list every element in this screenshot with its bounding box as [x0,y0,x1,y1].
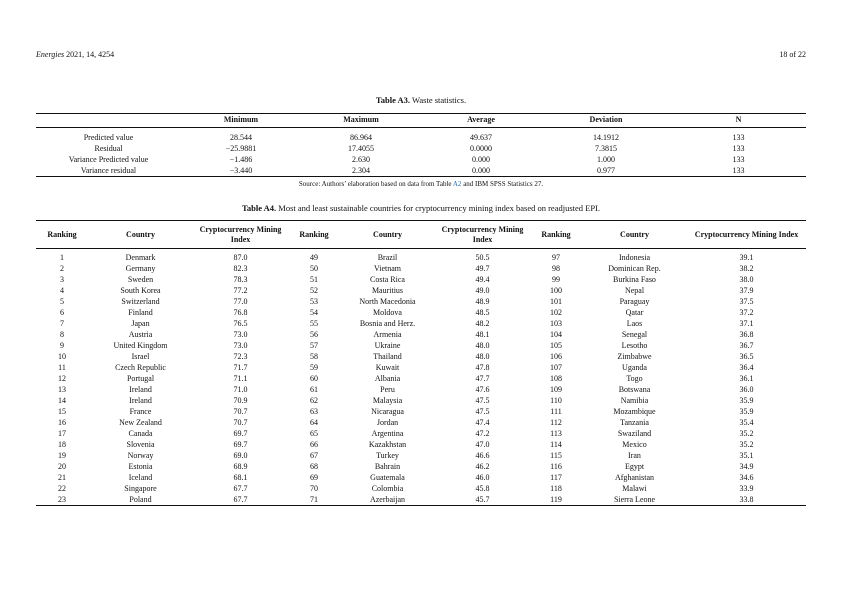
table-cell: 47.7 [475,374,490,383]
table-cell: 53 [310,297,318,306]
table-cell: 5 [60,297,64,306]
table-cell: Singapore [124,484,157,493]
table-cell: Laos [626,319,643,328]
table-row [36,428,806,439]
table-cell: 34.9 [739,462,754,471]
table-cell: 9 [60,341,64,350]
table-row [36,329,806,340]
table-cell: 37.5 [739,297,754,306]
table-cell: 51 [310,275,318,284]
table-cell: Poland [129,495,152,504]
table-row [36,318,806,329]
table-cell: 1 [60,253,64,262]
table-cell: 34.6 [739,473,754,482]
table-cell: 18 [58,440,66,449]
table-row [36,143,806,154]
table-cell: Ireland [129,385,152,394]
table-cell: Uganda [622,363,647,372]
page-number: 18 of 22 [779,50,806,59]
table-cell: Residual [94,144,123,153]
table-cell: 38.2 [739,264,754,273]
table-a3-label: Table A3. [375,95,411,105]
table-cell: 50 [310,264,318,273]
table-cell: 70.7 [233,418,248,427]
table-row [36,296,806,307]
table-cell: 35.2 [739,429,754,438]
table-cell: 104 [550,330,562,339]
table-cell: 70.9 [233,396,248,405]
table-cell: Vietnam [373,264,402,273]
table-cell: 111 [550,407,562,416]
table-cell: Peru [380,385,395,394]
table-cell: 7.3815 [595,144,617,153]
table-cell: 69.0 [233,451,248,460]
table-cell: Sweden [127,275,154,284]
table-row [36,154,806,165]
table-cell: 63 [310,407,318,416]
table-cell: Azerbaijan [369,495,406,504]
table-cell: 17.4055 [348,144,374,153]
column-header: Cryptocurrency Mining Index [694,229,799,239]
table-cell: 7 [60,319,64,328]
table-cell: New Zealand [119,418,162,427]
table-row [36,263,806,274]
table-cell: Variance Predicted value [68,155,149,164]
table-cell: Indonesia [618,253,651,262]
table-cell: Austria [128,330,153,339]
table-cell: 37.1 [739,319,754,328]
table-cell: Bosnia and Herz. [359,319,416,328]
table-cell: 116 [550,462,562,471]
table-cell: Togo [626,374,643,383]
table-row [36,274,806,285]
table-cell: 35.4 [739,418,754,427]
table-row [36,406,806,417]
table-cell: 133 [732,133,745,142]
table-cell: 73.0 [233,330,248,339]
table-cell: 97 [552,253,560,262]
table-cell: 33.9 [739,484,754,493]
table-cell: 38.0 [739,275,754,284]
column-header: Cryptocurrency Mining Index [199,224,282,244]
table-cell: Iceland [128,473,153,482]
table-cell: 117 [550,473,562,482]
table-cell: 55 [310,319,318,328]
table-cell: Armenia [373,330,402,339]
source-text: Source: Authors’ elaboration based on data from Table [298,180,453,188]
table-cell: 2.304 [352,166,370,175]
table-cell: 36.8 [739,330,754,339]
column-header: Minimum [223,115,259,125]
table-cell: 68.9 [233,462,248,471]
table-cell: Kazakhstan [368,440,407,449]
column-header: Ranking [541,229,571,239]
table-cell: 107 [550,363,562,372]
table-cell: Norway [127,451,154,460]
table-cell: 72.3 [233,352,248,361]
table-row [36,395,806,406]
table-a3-caption [36,95,806,105]
table-cell: 65 [310,429,318,438]
table-cell: 66 [310,440,318,449]
table-cell: 49.7 [475,264,490,273]
table-cell: 101 [550,297,562,306]
table-a4-body [36,249,806,506]
table-cell: 39.1 [739,253,754,262]
table-row [36,472,806,483]
table-cell: 102 [550,308,562,317]
column-header [36,114,181,128]
table-cell: Tanzania [620,418,649,427]
table-cell: 114 [550,440,562,449]
table-cell: 112 [550,418,562,427]
column-header: N [735,115,742,125]
table-cell: 23 [58,495,66,504]
table-cell: 47.8 [475,363,490,372]
table-row [36,417,806,428]
table-a3-body [36,128,806,177]
table-cell: Variance residual [80,166,137,175]
column-header: Country [620,229,649,239]
table-cell: Bahrain [374,462,401,471]
table-cell: 48.5 [475,308,490,317]
table-cell: Dominican Rep. [608,264,661,273]
table-cell: Portugal [126,374,155,383]
table-cell: 70 [310,484,318,493]
table-cell: 115 [550,451,562,460]
column-header: Ranking [47,229,77,239]
source-table-link[interactable]: A2 [452,180,462,188]
table-cell: 45.7 [475,495,490,504]
table-cell: 6 [60,308,64,317]
table-cell: 78.3 [233,275,248,284]
table-cell: Malawi [622,484,647,493]
table-cell: 2.630 [352,155,370,164]
table-cell: 16 [58,418,66,427]
table-cell: 67 [310,451,318,460]
table-cell: 11 [58,363,66,372]
journal-citation [36,50,114,59]
table-cell: 87.0 [233,253,248,262]
table-cell: Ukraine [374,341,401,350]
table-cell: 10 [58,352,66,361]
table-cell: 46.6 [475,451,490,460]
table-cell: 133 [732,155,745,164]
table-cell: −3.440 [229,166,253,175]
table-cell: 71.0 [233,385,248,394]
table-a4-title: Most and least sustainable countries for cryptocurrency mining index based on readjusted EPI. [278,203,601,213]
table-cell: 119 [550,495,562,504]
column-header: Country [373,229,402,239]
table-cell: 48.0 [475,352,490,361]
table-cell: 73.0 [233,341,248,350]
table-cell: 37.9 [739,286,754,295]
table-cell: Brazil [377,253,398,262]
table-cell: 118 [550,484,562,493]
table-cell: Switzerland [121,297,160,306]
table-cell: Colombia [371,484,404,493]
table-cell: 36.1 [739,374,754,383]
table-cell: 4 [60,286,64,295]
table-cell: 47.0 [475,440,490,449]
table-cell: 36.5 [739,352,754,361]
table-cell: 50.5 [475,253,490,262]
table-cell: Argentina [371,429,404,438]
table-a4-label: Table A4. [241,203,277,213]
table-cell: 0.977 [597,166,615,175]
table-cell: 59 [310,363,318,372]
table-cell: 0.000 [472,155,490,164]
table-a4-header-row [36,221,806,249]
table-cell: 57 [310,341,318,350]
table-cell: 47.5 [475,396,490,405]
column-header: Maximum [343,115,379,125]
table-cell: Thailand [373,352,402,361]
table-cell: 36.4 [739,363,754,372]
table-cell: 52 [310,286,318,295]
table-cell: 28.544 [230,133,252,142]
table-cell: 0.000 [472,166,490,175]
column-header: Country [126,229,155,239]
table-cell: Lesotho [621,341,648,350]
table-cell: 76.5 [233,319,248,328]
table-cell: Nicaragua [371,407,404,416]
table-cell: 105 [550,341,562,350]
table-cell: Malaysia [372,396,403,405]
table-cell: 70.7 [233,407,248,416]
table-cell: 49.4 [475,275,490,284]
table-cell: Japan [131,319,150,328]
table-cell: Jordan [376,418,399,427]
table-a4 [36,220,806,506]
table-row [36,450,806,461]
table-cell: Sierra Leone [613,495,656,504]
table-cell: 133 [732,144,745,153]
table-cell: 47.6 [475,385,490,394]
table-cell: 60 [310,374,318,383]
table-cell: 69.7 [233,429,248,438]
table-cell: 77.0 [233,297,248,306]
table-cell: 86.964 [350,133,372,142]
table-cell: 47.5 [475,407,490,416]
table-cell: 71.1 [233,374,248,383]
column-header: Cryptocurrency Mining Index [441,224,524,244]
table-row [36,494,806,506]
table-cell: 13 [58,385,66,394]
table-cell: 69.7 [233,440,248,449]
table-cell: Predicted value [83,133,134,142]
table-cell: 62 [310,396,318,405]
table-cell: −25.9881 [225,144,257,153]
table-cell: Mexico [622,440,647,449]
table-cell: 1.000 [597,155,615,164]
table-cell: 14.1912 [593,133,619,142]
column-header: Deviation [589,115,623,125]
column-header: Average [467,115,495,125]
table-cell: Iran [628,451,641,460]
table-cell: Botswana [618,385,651,394]
table-row [36,373,806,384]
table-cell: Namibia [620,396,649,405]
table-cell: 109 [550,385,562,394]
table-cell: 2 [60,264,64,273]
table-row [36,340,806,351]
table-cell: 56 [310,330,318,339]
table-cell: 17 [58,429,66,438]
table-a4-caption [36,203,806,213]
table-cell: 82.3 [233,264,248,273]
table-cell: 49 [310,253,318,262]
table-cell: 108 [550,374,562,383]
table-cell: 68.1 [233,473,248,482]
table-cell: Guatemala [370,473,405,482]
table-a3 [36,113,806,177]
table-cell: 71 [310,495,318,504]
table-cell: Burkina Faso [613,275,656,284]
table-cell: 68 [310,462,318,471]
table-cell: Canada [128,429,153,438]
table-cell: 20 [58,462,66,471]
table-cell: 110 [550,396,562,405]
table-a3-title: Waste statistics. [412,95,467,105]
table-cell: Turkey [376,451,399,460]
table-row [36,483,806,494]
table-cell: −1.486 [229,155,253,164]
table-cell: Finland [128,308,153,317]
table-cell: 46.0 [475,473,490,482]
table-row [36,165,806,177]
table-row [36,285,806,296]
table-cell: 22 [58,484,66,493]
table-cell: Nepal [624,286,645,295]
table-row [36,351,806,362]
table-cell: 47.4 [475,418,490,427]
table-cell: 33.8 [739,495,754,504]
page-header [36,50,806,60]
table-cell: Germany [125,264,156,273]
table-cell: 36.7 [739,341,754,350]
table-cell: Afghanistan [614,473,655,482]
table-cell: Czech Republic [115,363,166,372]
table-cell: 47.2 [475,429,490,438]
table-row [36,249,806,264]
table-cell: 133 [732,166,745,175]
table-cell: 36.0 [739,385,754,394]
table-cell: 103 [550,319,562,328]
table-cell: Estonia [128,462,153,471]
table-cell: 48.0 [475,341,490,350]
table-cell: France [129,407,152,416]
table-cell: Moldova [373,308,402,317]
table-cell: 67.7 [233,495,248,504]
table-cell: Slovenia [126,440,155,449]
table-cell: Qatar [625,308,644,317]
table-cell: Albania [374,374,401,383]
source-text-end: and IBM SPSS Statistics 27. [461,180,544,188]
table-cell: 19 [58,451,66,460]
table-cell: 106 [550,352,562,361]
table-a3-header-row [36,114,806,128]
column-header: Ranking [299,229,329,239]
table-cell: 14 [58,396,66,405]
table-cell: 67.7 [233,484,248,493]
table-cell: Kuwait [375,363,400,372]
table-row [36,128,806,144]
table-cell: Egypt [624,462,645,471]
table-cell: 71.7 [233,363,248,372]
table-cell: 46.2 [475,462,490,471]
table-cell: 98 [552,264,560,273]
table-cell: 49.0 [475,286,490,295]
table-cell: United Kingdom [113,341,168,350]
table-cell: 48.9 [475,297,490,306]
table-cell: 35.9 [739,396,754,405]
table-cell: Paraguay [619,297,650,306]
table-cell: Mauritius [371,286,404,295]
table-cell: 76.8 [233,308,248,317]
table-cell: 58 [310,352,318,361]
table-a3-source [36,180,806,188]
table-cell: 35.2 [739,440,754,449]
table-cell: 37.2 [739,308,754,317]
table-cell: Senegal [621,330,648,339]
table-cell: 35.1 [739,451,754,460]
table-cell: 3 [60,275,64,284]
table-cell: 45.8 [475,484,490,493]
table-row [36,362,806,373]
table-cell: 69 [310,473,318,482]
table-cell: Swaziland [617,429,652,438]
journal-issue: 2021, 14, 4254 [66,50,115,59]
table-cell: 113 [550,429,562,438]
table-cell: 15 [58,407,66,416]
table-cell: 35.9 [739,407,754,416]
table-cell: North Macedonia [359,297,416,306]
table-cell: 77.2 [233,286,248,295]
table-row [36,461,806,472]
table-cell: Costa Rica [370,275,405,284]
table-cell: 8 [60,330,64,339]
table-cell: Zimbabwe [617,352,652,361]
table-row [36,439,806,450]
table-cell: Mozambique [613,407,656,416]
table-cell: 54 [310,308,318,317]
table-cell: 21 [58,473,66,482]
table-cell: 61 [310,385,318,394]
table-cell: 64 [310,418,318,427]
table-cell: 0.0000 [470,144,492,153]
table-cell: 48.2 [475,319,490,328]
table-row [36,307,806,318]
table-row [36,384,806,395]
table-cell: 99 [552,275,560,284]
table-cell: 48.1 [475,330,490,339]
table-cell: 12 [58,374,66,383]
table-cell: 100 [550,286,562,295]
table-cell: Israel [131,352,150,361]
journal-name: Energies [36,50,65,59]
table-cell: South Korea [120,286,161,295]
table-cell: 49.637 [470,133,492,142]
table-cell: Denmark [125,253,156,262]
table-cell: Ireland [129,396,152,405]
